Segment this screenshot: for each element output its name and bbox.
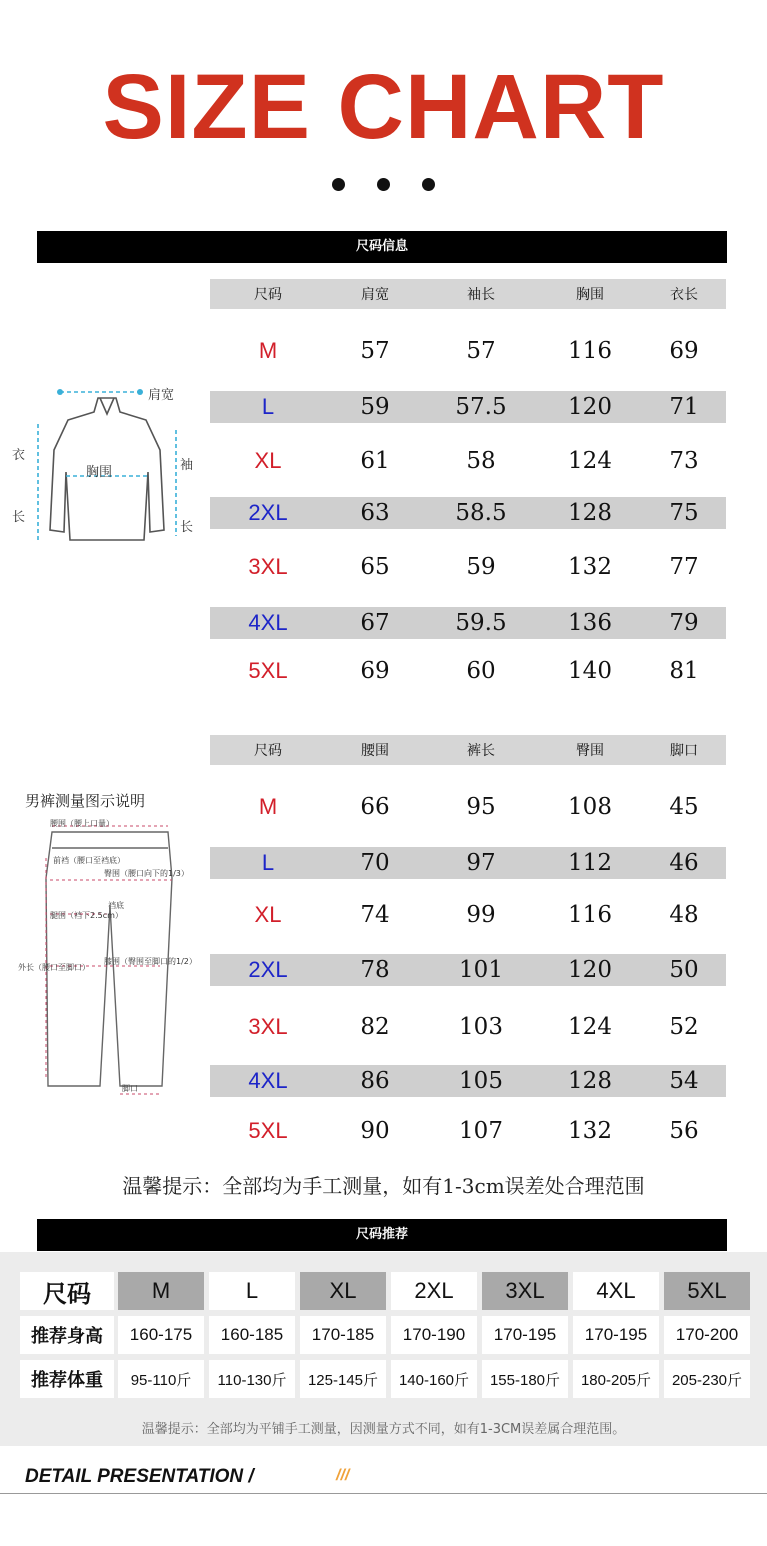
- header-cell: 臀围: [576, 743, 604, 759]
- value-cell: 136: [568, 610, 612, 636]
- value-cell: 57.5: [455, 394, 507, 420]
- size-cell: 5XL: [248, 1118, 288, 1143]
- recommend-table: [0, 1252, 767, 1446]
- value-cell: 86: [360, 1068, 390, 1094]
- size-cell: L: [261, 394, 275, 419]
- bottom-size-table: [210, 735, 726, 1155]
- recommend-size-cell: 5XL: [664, 1272, 750, 1310]
- value-cell: 77: [669, 554, 699, 580]
- recommend-height-cell: 160-185: [209, 1316, 295, 1354]
- decorative-dots: [0, 176, 767, 195]
- value-cell: 60: [466, 658, 496, 684]
- recommend-height-cell: 160-175: [118, 1316, 204, 1354]
- recommend-size-cell: 2XL: [391, 1272, 477, 1310]
- recommend-row-label: 尺码: [20, 1272, 114, 1310]
- hem-label: 脚口: [122, 1084, 138, 1093]
- value-cell: 73: [669, 448, 699, 474]
- value-cell: 81: [669, 658, 699, 684]
- section-bar-size-info: 尺码信息: [37, 231, 727, 263]
- size-cell: L: [261, 850, 275, 875]
- recommend-size-cell: 4XL: [573, 1272, 659, 1310]
- shoulder-label: 肩宽: [148, 388, 175, 403]
- table-row: [210, 1011, 726, 1043]
- value-cell: 132: [568, 554, 612, 580]
- value-cell: 103: [459, 1014, 503, 1040]
- value-cell: 57: [466, 338, 496, 364]
- header-cell: 尺码: [254, 287, 282, 303]
- value-cell: 48: [669, 902, 699, 928]
- table-row: [210, 655, 726, 687]
- pants-diagram-title: 男裤测量图示说明: [25, 792, 146, 810]
- table-header-row: [210, 279, 726, 309]
- recommend-weight-cell: 140-160斤: [391, 1360, 477, 1398]
- value-cell: 57: [360, 338, 390, 364]
- header-cell: 尺码: [254, 743, 282, 759]
- value-cell: 65: [360, 554, 390, 580]
- header-cell: 胸围: [576, 287, 604, 303]
- value-cell: 59.5: [455, 610, 507, 636]
- value-cell: 128: [568, 1068, 612, 1094]
- knee-label: 膝围（臀围至脚口的1/2）: [104, 957, 197, 966]
- value-cell: 82: [360, 1014, 390, 1040]
- recommend-row-label: 推荐身高: [20, 1316, 114, 1354]
- recommend-size-cell: 3XL: [482, 1272, 568, 1310]
- divider: [0, 1493, 767, 1494]
- value-cell: 63: [360, 500, 390, 526]
- value-cell: 59: [466, 554, 496, 580]
- crotch-label: 裆底: [108, 901, 124, 910]
- recommend-height-cell: 170-200: [664, 1316, 750, 1354]
- recommend-row-label: 推荐体重: [20, 1360, 114, 1398]
- detail-accent-marks: ///: [336, 1467, 350, 1484]
- value-cell: 140: [568, 658, 612, 684]
- header-cell: 袖长: [467, 287, 495, 303]
- value-cell: 128: [568, 500, 612, 526]
- size-cell: 3XL: [248, 554, 288, 579]
- waist-label: 腰围（腰上口量）: [50, 819, 114, 828]
- size-cell: M: [258, 338, 278, 363]
- value-cell: 78: [360, 957, 390, 983]
- value-cell: 46: [669, 850, 699, 876]
- value-cell: 90: [360, 1118, 390, 1144]
- size-cell: M: [258, 794, 278, 819]
- size-cell: 2XL: [248, 957, 288, 982]
- value-cell: 120: [568, 957, 612, 983]
- value-cell: 120: [568, 394, 612, 420]
- value-cell: 107: [459, 1118, 503, 1144]
- value-cell: 54: [669, 1068, 699, 1094]
- value-cell: 74: [360, 902, 390, 928]
- chest-label: 胸围: [86, 465, 113, 480]
- sleeve-label-top: 袖: [180, 458, 194, 473]
- recommend-weight-cell: 125-145斤: [300, 1360, 386, 1398]
- size-cell: 5XL: [248, 658, 288, 683]
- value-cell: 69: [360, 658, 390, 684]
- value-cell: 69: [669, 338, 699, 364]
- recommend-size-cell: M: [118, 1272, 204, 1310]
- value-cell: 61: [360, 448, 390, 474]
- header-cell: 裤长: [467, 743, 495, 759]
- size-cell: 4XL: [248, 610, 288, 635]
- thigh-label: 腿围（裆下2.5cm）: [50, 911, 123, 920]
- recommend-weight-cell: 205-230斤: [664, 1360, 750, 1398]
- section-bar-recommend: 尺码推荐: [37, 1219, 727, 1251]
- value-cell: 112: [568, 850, 612, 876]
- recommend-weight-cell: 180-205斤: [573, 1360, 659, 1398]
- value-cell: 66: [360, 794, 390, 820]
- recommend-size-cell: XL: [300, 1272, 386, 1310]
- size-cell: 3XL: [248, 1014, 288, 1039]
- top-size-table: [210, 279, 726, 699]
- size-cell: XL: [254, 902, 282, 927]
- size-cell: 2XL: [248, 500, 288, 525]
- outseam-label: 外长（腰口至脚口）: [18, 963, 90, 972]
- value-cell: 58.5: [455, 500, 507, 526]
- table-row: [210, 899, 726, 931]
- value-cell: 116: [568, 902, 612, 928]
- recommend-height-cell: 170-195: [573, 1316, 659, 1354]
- value-cell: 101: [459, 957, 503, 983]
- value-cell: 116: [568, 338, 612, 364]
- size-cell: XL: [254, 448, 282, 473]
- value-cell: 108: [568, 794, 612, 820]
- tip-flat-measure: 温馨提示：全部均为平铺手工测量，因测量方式不同，如有1-3CM误差属合理范围。: [141, 1422, 626, 1437]
- table-row: [210, 445, 726, 477]
- tip-handmeasure: 温馨提示：全部均为手工测量，如有1-3cm误差处合理范围: [122, 1174, 645, 1198]
- value-cell: 95: [466, 794, 496, 820]
- value-cell: 67: [360, 610, 390, 636]
- recommend-weight-cell: 155-180斤: [482, 1360, 568, 1398]
- value-cell: 58: [466, 448, 496, 474]
- recommend-height-cell: 170-190: [391, 1316, 477, 1354]
- table-row: [210, 607, 726, 639]
- header-cell: 脚口: [670, 743, 698, 759]
- size-cell: 4XL: [248, 1068, 288, 1093]
- table-row: [210, 954, 726, 986]
- value-cell: 105: [459, 1068, 503, 1094]
- value-cell: 75: [669, 500, 699, 526]
- value-cell: 52: [669, 1014, 699, 1040]
- value-cell: 124: [568, 1014, 612, 1040]
- table-row: [210, 1065, 726, 1097]
- length-label-bottom: 长: [12, 510, 26, 525]
- value-cell: 59: [360, 394, 390, 420]
- value-cell: 132: [568, 1118, 612, 1144]
- table-header-row: [210, 735, 726, 765]
- header-cell: 衣长: [670, 287, 698, 303]
- front-rise-label: 前裆（腰口至裆底）: [53, 856, 125, 865]
- table-row: [210, 497, 726, 529]
- value-cell: 79: [669, 610, 699, 636]
- recommend-height-cell: 170-195: [482, 1316, 568, 1354]
- sleeve-label-bottom: 长: [180, 520, 194, 535]
- value-cell: 50: [669, 957, 699, 983]
- hip-label: 臀围（腰口向下的1/3）: [104, 869, 189, 878]
- table-row: [210, 847, 726, 879]
- value-cell: 99: [466, 902, 496, 928]
- table-row: [210, 1115, 726, 1147]
- table-row: [210, 335, 726, 367]
- value-cell: 71: [669, 394, 699, 420]
- value-cell: 45: [669, 794, 699, 820]
- value-cell: 124: [568, 448, 612, 474]
- detail-heading: DETAIL PRESENTATION /: [25, 1466, 254, 1487]
- recommend-weight-cell: 110-130斤: [209, 1360, 295, 1398]
- recommend-weight-cell: 95-110斤: [118, 1360, 204, 1398]
- value-cell: 97: [466, 850, 496, 876]
- header-cell: 腰围: [361, 743, 389, 759]
- length-label-top: 衣: [12, 448, 26, 463]
- value-cell: 70: [360, 850, 390, 876]
- recommend-size-cell: L: [209, 1272, 295, 1310]
- table-row: [210, 791, 726, 823]
- page-title: SIZE CHART: [102, 56, 665, 158]
- value-cell: 56: [669, 1118, 699, 1144]
- recommend-height-cell: 170-185: [300, 1316, 386, 1354]
- header-cell: 肩宽: [361, 287, 389, 303]
- table-row: [210, 551, 726, 583]
- table-row: [210, 391, 726, 423]
